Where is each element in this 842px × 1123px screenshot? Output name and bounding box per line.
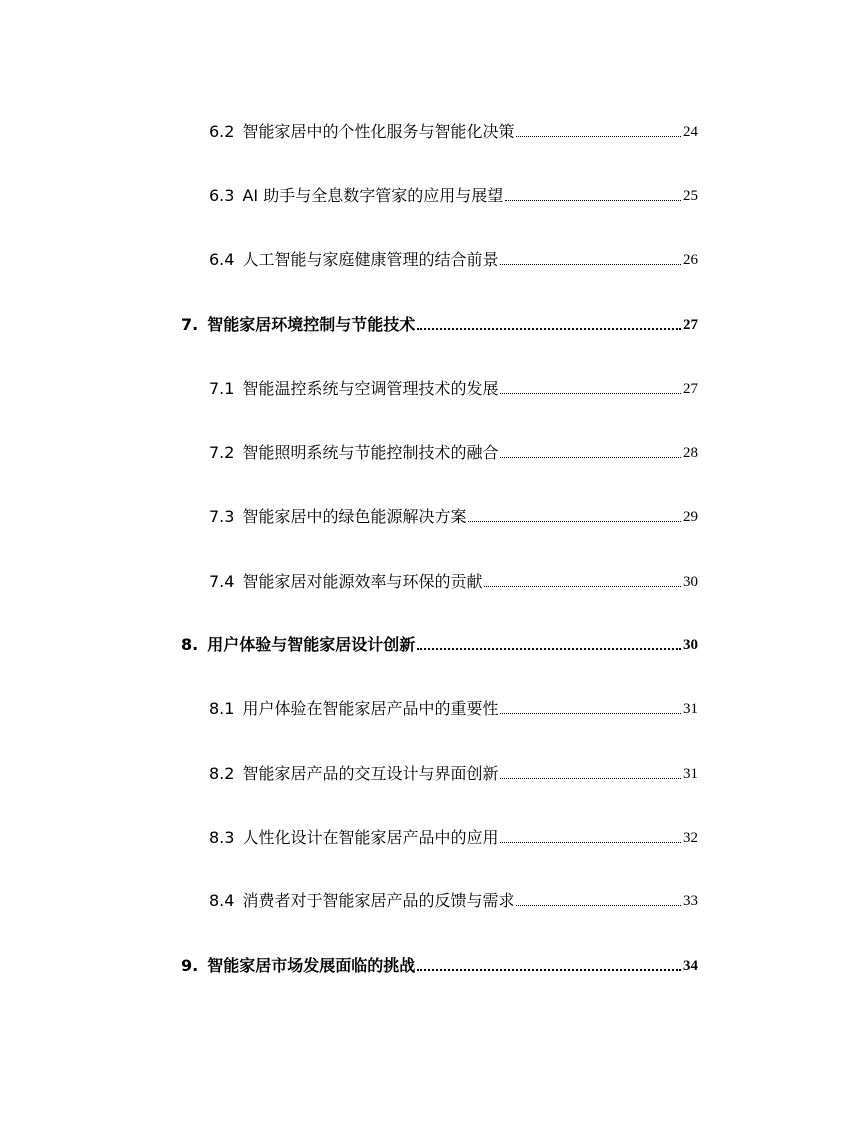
- toc-entry-title: [209, 186, 503, 206]
- toc-entry-7-3[interactable]: [209, 501, 698, 527]
- toc-entry-7-4[interactable]: [209, 566, 698, 592]
- toc-entry-title: [181, 956, 415, 976]
- toc-entry-page: 25: [683, 188, 698, 204]
- toc-entry-page: 31: [683, 766, 698, 782]
- toc-entry-page: 24: [683, 124, 698, 140]
- dot-leader: [500, 264, 681, 265]
- toc-entry-number: 6.3: [209, 186, 235, 205]
- dot-leader: [500, 842, 681, 843]
- toc-entry-text: 智能家居对能源效率与环保的贡献: [242, 572, 483, 591]
- toc-entry-title: [209, 764, 498, 784]
- toc-entry-number: 7.4: [209, 572, 235, 591]
- dot-leader: [500, 778, 681, 779]
- toc-entry-title: [209, 572, 482, 592]
- toc-entry-title: [209, 699, 498, 719]
- toc-entry-number: 8.2: [209, 764, 235, 783]
- dot-leader: [500, 393, 681, 394]
- toc-entry-text: 人工智能与家庭健康管理的结合前景: [242, 250, 499, 269]
- toc-entry-page: 34: [683, 958, 698, 974]
- toc-entry-page: 32: [683, 830, 698, 846]
- toc-entry-number: 7.1: [209, 379, 235, 398]
- toc-entry-text: 智能家居中的绿色能源解决方案: [242, 507, 467, 526]
- toc-entry-page: 31: [683, 701, 698, 717]
- dot-leader: [417, 969, 681, 971]
- toc-entry-page: 33: [683, 893, 698, 909]
- toc-entry-title: [209, 828, 498, 848]
- toc-entry-text: 智能家居环境控制与节能技术: [207, 315, 416, 334]
- toc-entry-text: 人性化设计在智能家居产品中的应用: [242, 828, 499, 847]
- toc-entry-text: 智能家居市场发展面临的挑战: [207, 956, 416, 975]
- toc-entry-page: 30: [683, 637, 698, 653]
- toc-entry-text: 消费者对于智能家居产品的反馈与需求: [242, 891, 515, 910]
- toc-entry-text: 用户体验与智能家居设计创新: [207, 635, 416, 654]
- toc-entry-6-4[interactable]: [209, 244, 698, 270]
- toc-entry-number: 8.4: [209, 891, 235, 910]
- toc-entry-7-1[interactable]: [209, 373, 698, 399]
- toc-entry-title: [181, 315, 415, 335]
- toc-entry-8[interactable]: [181, 629, 698, 655]
- toc-entry-text: AI 助手与全息数字管家的应用与展望: [242, 186, 504, 205]
- dot-leader: [500, 457, 681, 458]
- toc-entry-title: [209, 507, 466, 527]
- toc-entry-number: 8.: [181, 635, 199, 654]
- toc-entry-8-3[interactable]: [209, 822, 698, 848]
- toc-entry-title: [209, 122, 514, 142]
- toc-entry-text: 智能家居产品的交互设计与界面创新: [242, 764, 499, 783]
- toc-entry-9[interactable]: [181, 950, 698, 976]
- dot-leader: [516, 136, 681, 137]
- toc-entry-page: 29: [683, 509, 698, 525]
- toc-entry-number: 7.: [181, 315, 199, 334]
- dot-leader: [516, 905, 681, 906]
- toc-entry-title: [209, 443, 498, 463]
- toc-entry-7-2[interactable]: [209, 437, 698, 463]
- toc-entry-text: 智能温控系统与空调管理技术的发展: [242, 379, 499, 398]
- dot-leader: [417, 328, 681, 330]
- toc-entry-title: [209, 379, 498, 399]
- toc-entry-number: 6.2: [209, 122, 235, 141]
- toc-entry-number: 6.4: [209, 250, 235, 269]
- dot-leader: [484, 586, 681, 587]
- toc-entry-text: 智能照明系统与节能控制技术的融合: [242, 443, 499, 462]
- toc-entry-number: 7.2: [209, 443, 235, 462]
- dot-leader: [500, 713, 681, 714]
- dot-leader: [505, 200, 681, 201]
- toc-entry-number: 9.: [181, 956, 199, 975]
- toc-entry-7[interactable]: [181, 309, 698, 335]
- toc-entry-6-3[interactable]: [209, 180, 698, 206]
- toc-entry-page: 27: [683, 317, 698, 333]
- dot-leader: [417, 648, 681, 650]
- toc-entry-page: 27: [683, 381, 698, 397]
- toc-entry-number: 7.3: [209, 507, 235, 526]
- toc-entry-title: [181, 635, 415, 655]
- toc-entry-8-2[interactable]: [209, 758, 698, 784]
- toc-entry-title: [209, 891, 514, 911]
- toc-entry-8-4[interactable]: [209, 885, 698, 911]
- toc-entry-page: 28: [683, 445, 698, 461]
- toc-entry-text: 智能家居中的个性化服务与智能化决策: [242, 122, 515, 141]
- toc-entry-number: 8.3: [209, 828, 235, 847]
- toc-entry-text: 用户体验在智能家居产品中的重要性: [242, 699, 499, 718]
- toc-entry-6-2[interactable]: [209, 116, 698, 142]
- toc-entry-number: 8.1: [209, 699, 235, 718]
- toc-entry-8-1[interactable]: [209, 693, 698, 719]
- toc-entry-page: 30: [683, 574, 698, 590]
- dot-leader: [468, 521, 681, 522]
- toc-entry-page: 26: [683, 252, 698, 268]
- toc-entry-title: [209, 250, 498, 270]
